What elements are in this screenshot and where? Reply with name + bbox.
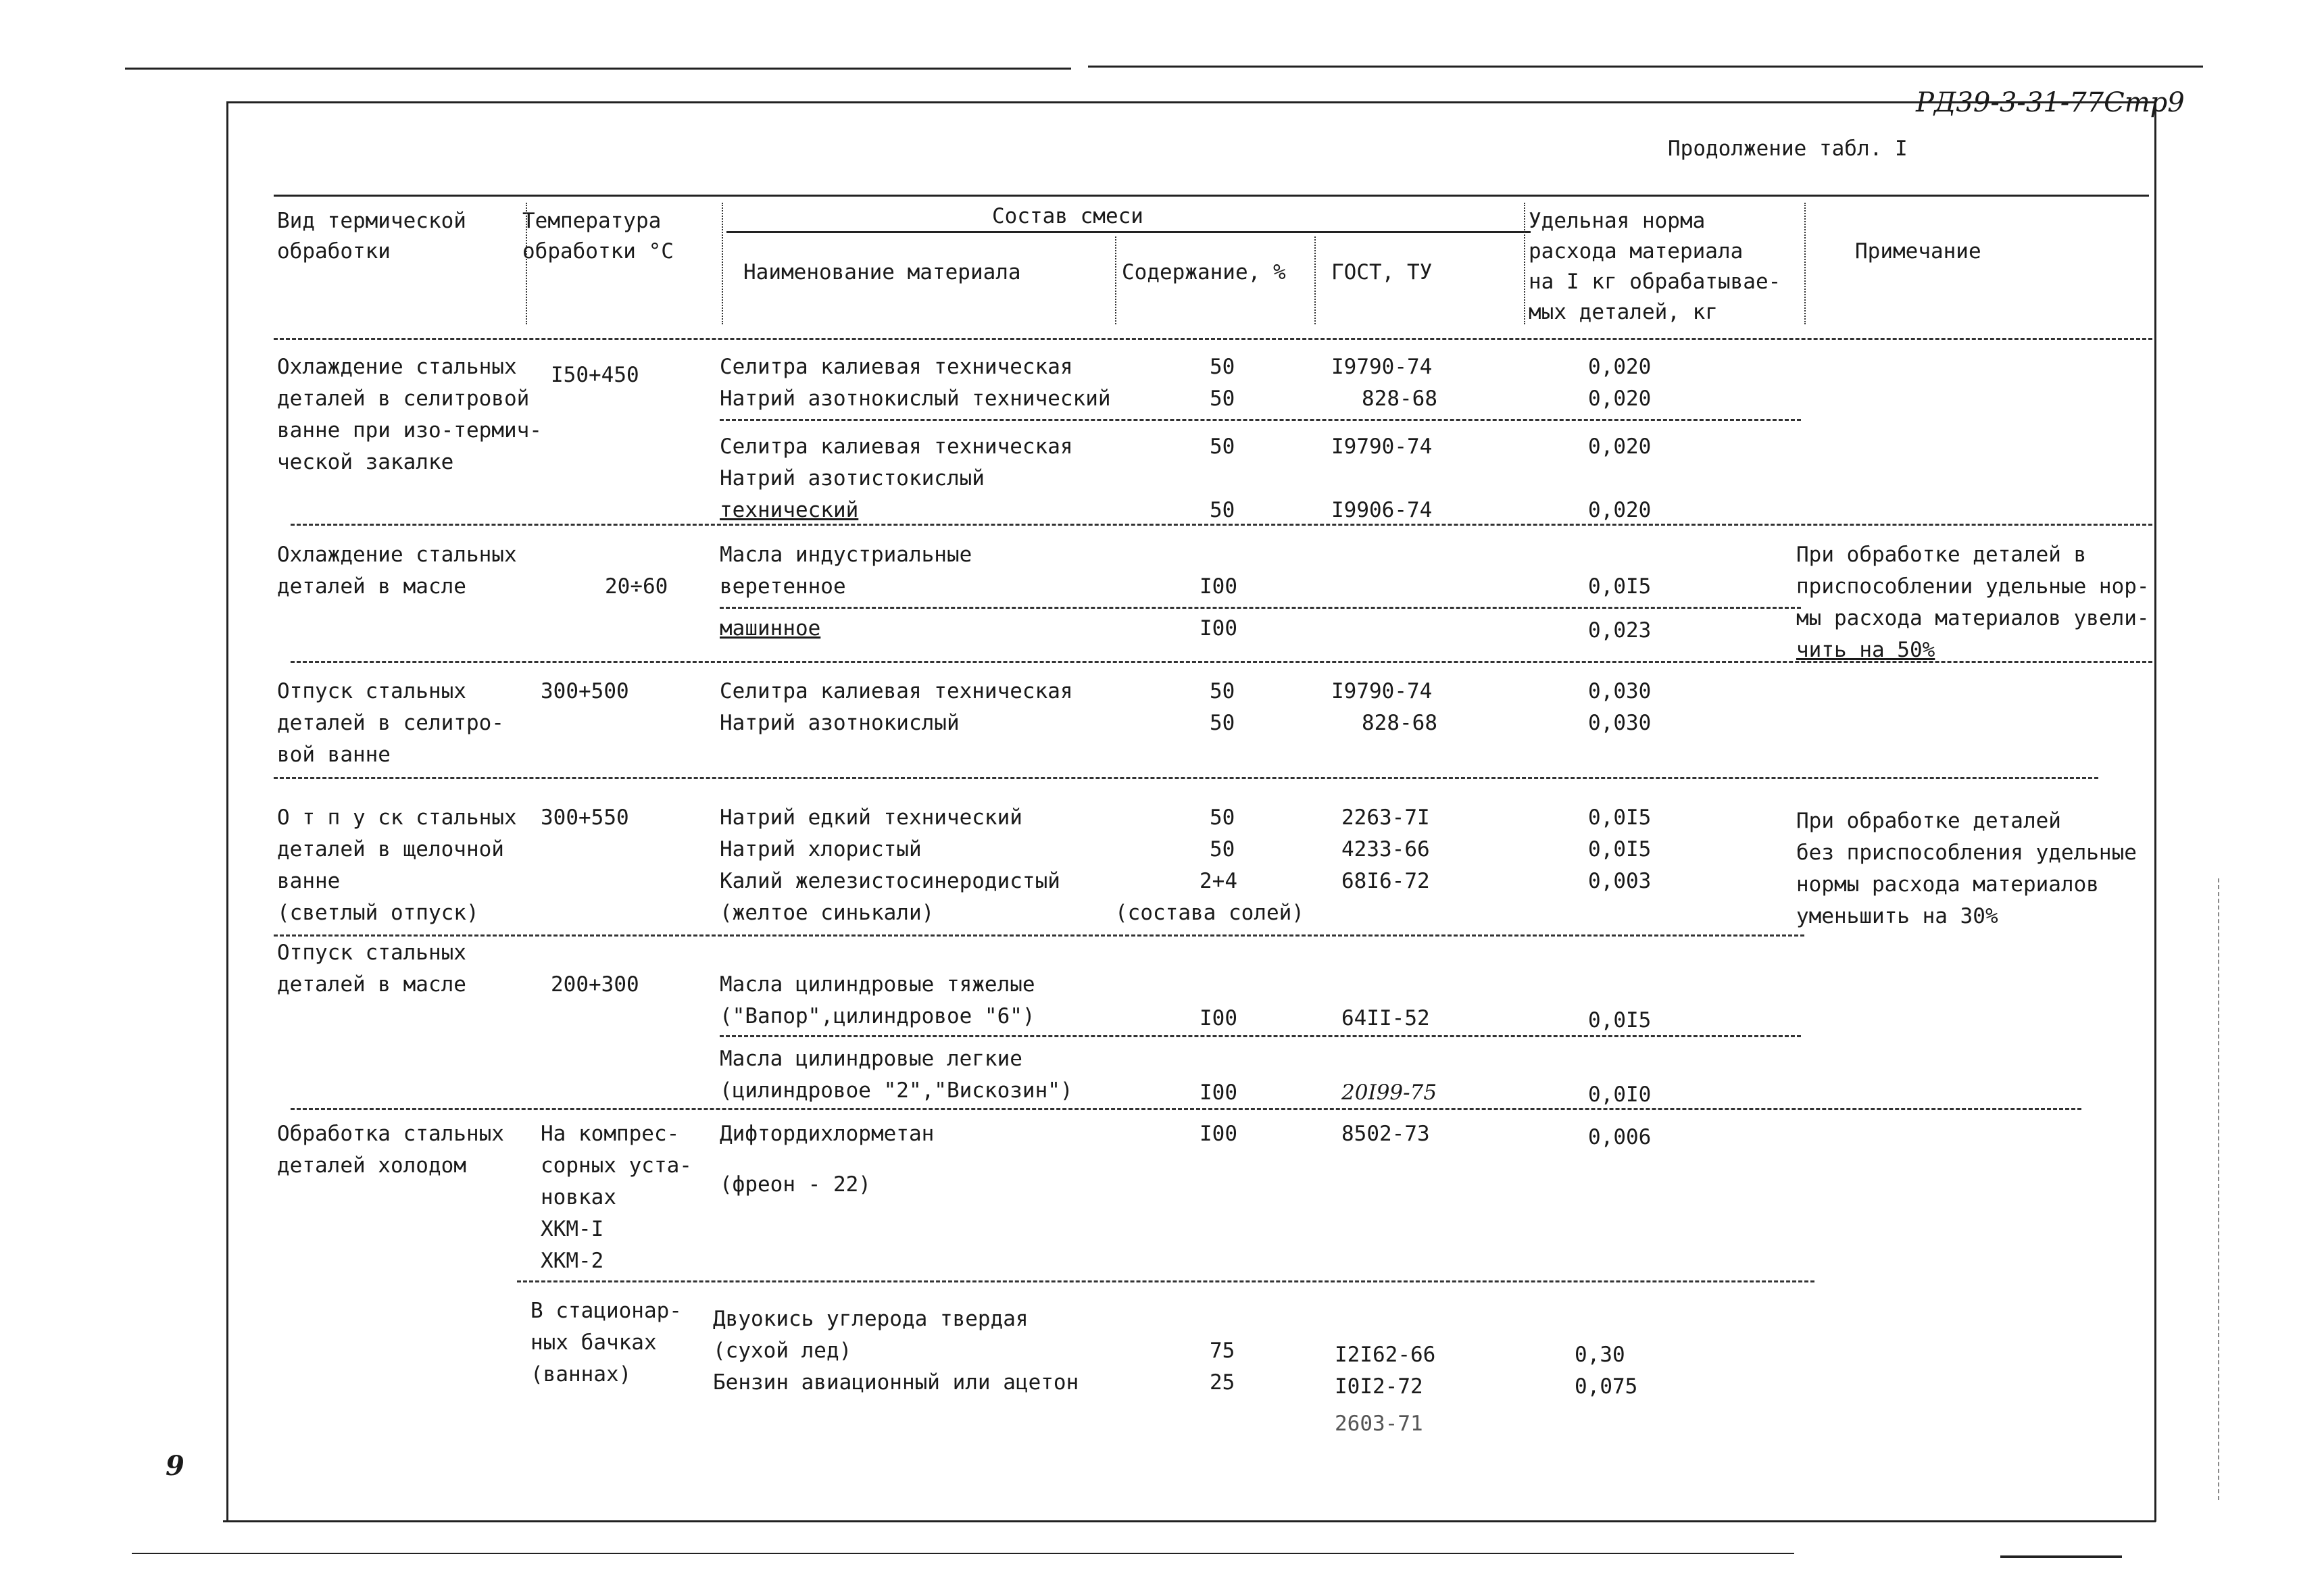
b1-r1-content: 50	[1210, 355, 1235, 379]
header-sep-4	[1314, 236, 1316, 324]
b1-r3-gost: I9790-74	[1331, 434, 1433, 459]
b4-r1-gost: 2263-7I	[1341, 805, 1430, 830]
b3-process-3: вой ванне	[277, 743, 391, 767]
b3-bottom-line	[274, 777, 2098, 779]
b3-r2-norm: 0,030	[1588, 711, 1652, 735]
b2-temp: 20÷60	[605, 574, 668, 599]
b2-r3-norm: 0,023	[1588, 618, 1652, 643]
b5-process-2: деталей в масле	[277, 972, 466, 997]
b4-r1-norm: 0,0I5	[1588, 805, 1652, 830]
b4-r2-gost: 4233-66	[1341, 837, 1430, 862]
b5-r2-material: ("Вапор",цилиндровое "6")	[720, 1004, 1035, 1028]
b3-process-1: Отпуск стальных	[277, 679, 466, 703]
b5-r4-material: (цилиндровое "2","Вискозин")	[720, 1078, 1073, 1103]
header-sep-6	[1804, 203, 1806, 324]
b4-r3-material: Калий железистосинеродистый	[720, 869, 1060, 893]
b4-r2-material: Натрий хлористый	[720, 837, 922, 862]
b2-row-separator	[720, 607, 1801, 609]
page-number: 9	[166, 1450, 184, 1482]
b3-temp: 300+500	[541, 679, 629, 703]
b6-r2-material: (фреон - 22)	[720, 1172, 871, 1197]
bottom-edge-line	[132, 1553, 1794, 1554]
b6-temp1-1: На компрес-	[541, 1122, 680, 1146]
b4-note-3: нормы расхода материалов	[1796, 872, 2099, 897]
header-bottom-line	[274, 338, 2152, 340]
b6-temp1-4: ХКМ-I	[541, 1217, 604, 1241]
b6-r1-norm: 0,006	[1588, 1125, 1652, 1149]
b5-r1-material: Масла цилиндровые тяжелые	[720, 972, 1035, 997]
b6-r6-gost: 2603-71	[1335, 1412, 1423, 1436]
header-content: Содержание, %	[1122, 260, 1286, 284]
header-process-2: обработки	[277, 239, 391, 264]
b4-note-4: уменьшить на 30%	[1796, 904, 1998, 928]
b1-r2-content: 50	[1210, 386, 1235, 411]
frame-top	[226, 101, 2156, 103]
header-norm-2: расхода материала	[1529, 239, 1744, 264]
b3-r1-material: Селитра калиевая техническая	[720, 679, 1073, 703]
b1-r2-gost: 828-68	[1362, 386, 1437, 411]
b4-r1-content: 50	[1210, 805, 1235, 830]
top-edge-line	[125, 68, 1071, 70]
doc-code: РД39-3-31-77Стр9	[1916, 87, 2185, 118]
b2-r1-material: Масла индустриальные	[720, 543, 972, 567]
mixture-subheader-line	[726, 231, 1531, 233]
b1-r3-material: Селитра калиевая техническая	[720, 434, 1073, 459]
b6-process-2: деталей холодом	[277, 1153, 466, 1178]
b6-r1-material: Дифтордихлорметан	[720, 1122, 935, 1146]
b2-bottom-line	[291, 661, 2152, 663]
b4-note-2: без приспособления удельные	[1796, 841, 2137, 865]
b3-r2-material: Натрий азотнокислый	[720, 711, 960, 735]
frame-bottom	[223, 1520, 2156, 1522]
header-note: Примечание	[1855, 239, 1981, 264]
b1-temp: I50+450	[551, 363, 639, 387]
b2-note-4: чить на 50%	[1796, 638, 1935, 662]
b4-process-3: ванне	[277, 869, 341, 893]
b6-r5-material: Бензин авиационный или ацетон	[713, 1370, 1079, 1395]
continuation-label: Продолжение табл. I	[1668, 136, 1908, 161]
b3-r1-norm: 0,030	[1588, 679, 1652, 703]
b5-r3-material: Масла цилиндровые легкие	[720, 1047, 1022, 1071]
frame-left	[226, 101, 228, 1522]
b4-process-4: (светлый отпуск)	[277, 901, 479, 925]
b1-row-separator	[720, 419, 1801, 421]
b5-r2-gost: 64II-52	[1341, 1006, 1430, 1030]
header-temp-2: обработки °С	[522, 239, 674, 264]
b5-r2-content: I00	[1200, 1006, 1237, 1030]
b6-r1-gost: 8502-73	[1341, 1122, 1430, 1146]
b4-r1-material: Натрий едкий технический	[720, 805, 1022, 830]
header-sep-1	[526, 203, 527, 324]
b2-r2-material: веретенное	[720, 574, 846, 599]
b4-r2-content: 50	[1210, 837, 1235, 862]
b2-note-3: мы расхода материалов увели-	[1796, 606, 2150, 630]
b6-temp2-2: ных бачках	[530, 1330, 657, 1355]
b5-r2-norm: 0,0I5	[1588, 1008, 1652, 1032]
b6-sub-separator	[517, 1280, 1814, 1282]
header-process-1: Вид термической	[277, 209, 466, 233]
header-mixture: Состав смеси	[992, 204, 1143, 228]
header-sep-3	[1115, 236, 1116, 324]
b6-process-1: Обработка стальных	[277, 1122, 504, 1146]
b2-r2-content: I00	[1200, 574, 1237, 599]
b5-r4-norm: 0,0I0	[1588, 1082, 1652, 1107]
b1-r5-material: технический	[720, 498, 859, 522]
b3-process-2: деталей в селитро-	[277, 711, 504, 735]
b5-bottom-line	[291, 1108, 2081, 1110]
b5-r4-content: I00	[1200, 1080, 1237, 1105]
b2-process-2: деталей в масле	[277, 574, 466, 599]
b1-process-3: ванне при изо-термич-	[277, 418, 542, 443]
header-gost: ГОСТ, ТУ	[1331, 260, 1433, 284]
bottom-edge-mark	[2000, 1555, 2122, 1558]
b4-bottom-line	[274, 934, 1804, 937]
b4-r2-norm: 0,0I5	[1588, 837, 1652, 862]
b3-r2-gost: 828-68	[1362, 711, 1437, 735]
b1-bottom-line	[291, 524, 2152, 526]
b4-process-1: О т п у ск стальных	[277, 805, 517, 830]
b1-r2-material: Натрий азотнокислый технический	[720, 386, 1111, 411]
b4-r3-content: 2+4	[1200, 869, 1237, 893]
b4-r4-material: (желтое синькали)	[720, 901, 935, 925]
b6-r1-content: I00	[1200, 1122, 1237, 1146]
b4-r3-norm: 0,003	[1588, 869, 1652, 893]
header-sep-2	[722, 203, 723, 324]
header-temp-1: Температура	[522, 209, 662, 233]
b6-temp1-3: новках	[541, 1185, 616, 1210]
b1-r5-content: 50	[1210, 498, 1235, 522]
b6-r4-norm: 0,30	[1575, 1343, 1625, 1367]
b1-r3-norm: 0,020	[1588, 434, 1652, 459]
b2-note-2: приспособлении удельные нор-	[1796, 574, 2150, 599]
b6-r3-material: Двуокись углерода твердая	[713, 1307, 1029, 1331]
b6-r5-norm: 0,075	[1575, 1374, 1638, 1399]
b6-temp2-1: В стационар-	[530, 1299, 682, 1323]
header-norm-3: на I кг обрабатывае-	[1529, 270, 1781, 294]
b3-r2-content: 50	[1210, 711, 1235, 735]
b6-r4-material: (сухой лед)	[713, 1339, 852, 1363]
b6-temp2-3: (ваннах)	[530, 1362, 632, 1387]
header-sep-5	[1524, 203, 1525, 324]
b4-r4-content: (состава солей)	[1115, 901, 1304, 925]
b5-temp: 200+300	[551, 972, 639, 997]
b3-r1-content: 50	[1210, 679, 1235, 703]
b1-r1-norm: 0,020	[1588, 355, 1652, 379]
b1-r3-content: 50	[1210, 434, 1235, 459]
b1-process-1: Охлаждение стальных	[277, 355, 517, 379]
b3-r1-gost: I9790-74	[1331, 679, 1433, 703]
b5-r4-gost: 20I99-75	[1341, 1080, 1437, 1105]
b4-r3-gost: 68I6-72	[1341, 869, 1430, 893]
header-norm-1: Удельная норма	[1529, 209, 1706, 233]
b1-r5-gost: I9906-74	[1331, 498, 1433, 522]
b6-r5-content: 25	[1210, 1370, 1235, 1395]
b5-row-separator	[720, 1035, 1801, 1037]
b2-process-1: Охлаждение стальных	[277, 543, 517, 567]
right-edge-scan-line	[2218, 878, 2219, 1500]
b6-r4-content: 75	[1210, 1339, 1235, 1363]
b6-temp1-2: сорных уста-	[541, 1153, 692, 1178]
b2-note-1: При обработке деталей в	[1796, 543, 2087, 567]
header-material: Наименование материала	[743, 260, 1021, 284]
b1-process-2: деталей в селитровой	[277, 386, 530, 411]
top-edge-line-right	[1088, 66, 2203, 68]
b2-r2-norm: 0,0I5	[1588, 574, 1652, 599]
b1-process-4: ческой закалке	[277, 450, 454, 474]
b4-note-1: При обработке деталей	[1796, 809, 2061, 833]
b1-r5-norm: 0,020	[1588, 498, 1652, 522]
b4-process-2: деталей в щелочной	[277, 837, 504, 862]
b1-r4-material: Натрий азотистокислый	[720, 466, 985, 491]
b6-r4-gost: I2I62-66	[1335, 1343, 1436, 1367]
b6-r5-gost: I0I2-72	[1335, 1374, 1423, 1399]
frame-right	[2154, 101, 2156, 1522]
b1-r1-material: Селитра калиевая техническая	[720, 355, 1073, 379]
b2-r3-content: I00	[1200, 616, 1237, 641]
b6-temp1-5: ХКМ-2	[541, 1249, 604, 1273]
b1-r2-norm: 0,020	[1588, 386, 1652, 411]
header-norm-4: мых деталей, кг	[1529, 300, 1718, 324]
table-top-line	[274, 195, 2149, 197]
b1-r1-gost: I9790-74	[1331, 355, 1433, 379]
b5-process-1: Отпуск стальных	[277, 941, 466, 965]
b2-r3-material: машинное	[720, 616, 821, 641]
b4-temp: 300+550	[541, 805, 629, 830]
